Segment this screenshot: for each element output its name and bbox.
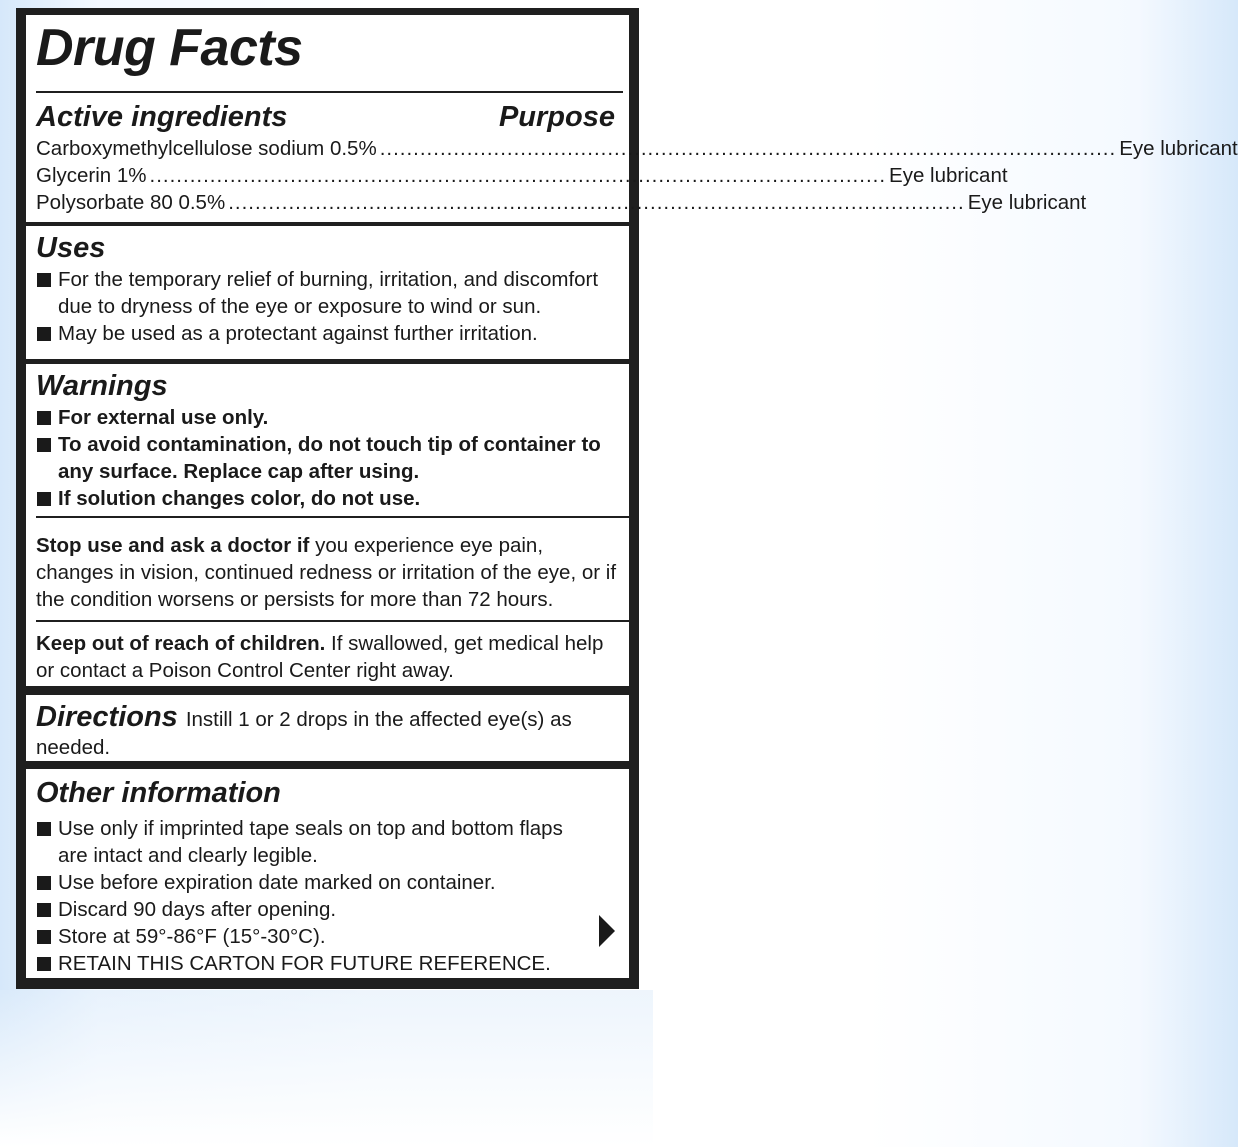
warnings-panel xyxy=(26,364,629,686)
ingredient-name: Polysorbate 80 0.5% xyxy=(36,191,226,214)
active-ingredients-panel xyxy=(26,15,1238,222)
ingredient-purpose: Eye lubricant xyxy=(1119,137,1238,160)
list-item: Discard 90 days after opening. xyxy=(36,896,579,923)
purpose-header: Purpose xyxy=(498,101,615,133)
other-information-list xyxy=(36,815,579,977)
ingredient-list xyxy=(36,135,1238,216)
directions-text: Instill 1 or 2 drops in the affected eye(s) as needed. xyxy=(36,708,572,759)
directions-paragraph xyxy=(36,701,617,762)
list-item: To avoid contamination, do not touch tip of container to any surface. Replace cap after using. xyxy=(36,431,617,485)
warnings-divider xyxy=(36,516,629,518)
ingredient-row xyxy=(36,162,1008,189)
warnings-header-row xyxy=(36,370,617,402)
ingredient-name: Carboxymethylcellulose sodium 0.5% xyxy=(36,137,377,160)
directions-header: Directions xyxy=(36,701,178,733)
ingredient-row xyxy=(36,189,1087,216)
page-title: Drug Facts xyxy=(36,19,303,77)
ingredient-row xyxy=(36,135,1238,162)
uses-header: Uses xyxy=(36,232,106,264)
list-item: RETAIN THIS CARTON FOR FUTURE REFERENCE. xyxy=(36,950,579,977)
uses-panel xyxy=(26,226,629,359)
directions-panel xyxy=(26,695,629,761)
list-item: If solution changes color, do not use. xyxy=(36,485,617,512)
dot-leader: .............................................................................................................. xyxy=(149,164,887,187)
other-information-header: Other information xyxy=(36,777,281,809)
keep-out-text: If swallowed, get medical help or contact a Poison Control Center right away. xyxy=(36,632,604,682)
stop-use-paragraph xyxy=(36,532,617,613)
continue-arrow-icon xyxy=(599,915,615,947)
ingredient-name: Glycerin 1% xyxy=(36,164,147,187)
stop-use-lead: Stop use and ask a doctor if xyxy=(36,534,310,557)
warnings-header: Warnings xyxy=(36,370,168,402)
title-divider xyxy=(36,91,623,93)
other-header-row xyxy=(36,777,617,809)
list-item: Use before expiration date marked on container. xyxy=(36,869,579,896)
ingredient-purpose: Eye lubricant xyxy=(889,164,1008,187)
dot-leader: .............................................................................................................. xyxy=(228,191,965,214)
list-item: For the temporary relief of burning, irritation, and discomfort due to dryness of the eye or exposure to wind or sun. xyxy=(36,266,617,320)
list-item: For external use only. xyxy=(36,404,617,431)
other-information-panel xyxy=(26,769,629,978)
uses-list xyxy=(36,266,617,347)
background-fade xyxy=(0,990,653,1147)
warnings-divider xyxy=(36,620,629,622)
keep-out-lead: Keep out of reach of children. xyxy=(36,632,326,655)
list-item: Store at 59°-86°F (15°-30°C). xyxy=(36,923,579,950)
warnings-list xyxy=(36,404,617,512)
ingredient-purpose: Eye lubricant xyxy=(967,191,1087,214)
stop-use-text: you experience eye pain, changes in vision, continued redness or irritation of the eye, or if the condition worsens or persists for more than 72 hours. xyxy=(36,534,617,611)
drug-facts-label xyxy=(16,8,1238,989)
dot-leader: .............................................................................................................. xyxy=(379,137,1117,160)
list-item: May be used as a protectant against further irritation. xyxy=(36,320,617,347)
list-item: Use only if imprinted tape seals on top and bottom flaps are intact and clearly legible. xyxy=(36,815,579,869)
uses-header-row xyxy=(36,232,617,264)
keep-out-paragraph xyxy=(36,630,617,684)
active-ingredients-header: Active ingredients xyxy=(36,101,288,133)
active-header-row xyxy=(36,101,617,133)
